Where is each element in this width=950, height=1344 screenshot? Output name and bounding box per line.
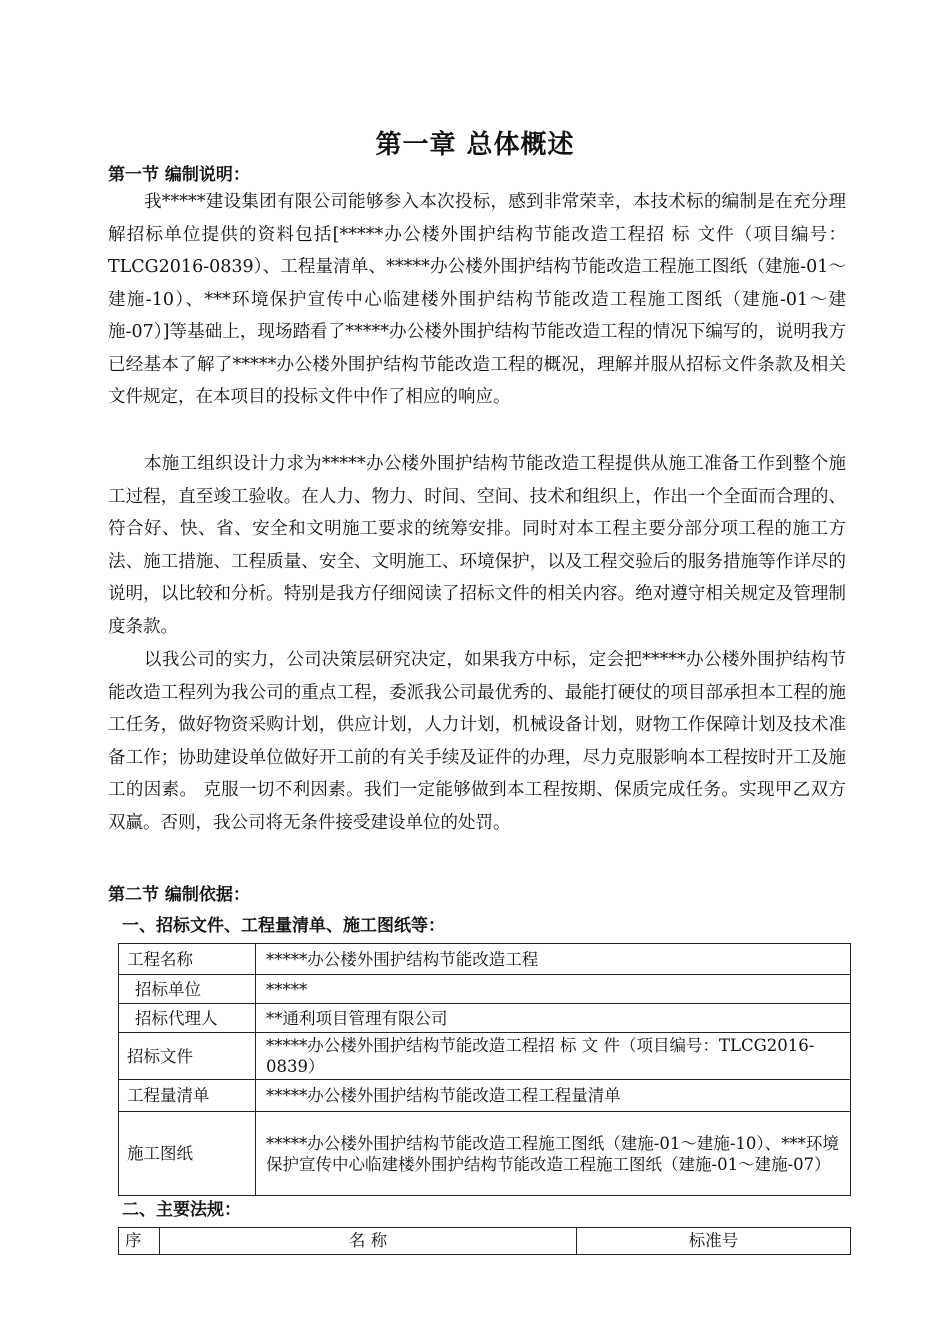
column-header-name: 名 称 xyxy=(160,1228,577,1255)
row-label: 招标文件 xyxy=(119,1033,256,1080)
table-row xyxy=(119,1004,851,1033)
row-label: 施工图纸 xyxy=(119,1112,256,1196)
sub2-heading: 二、主要法规： xyxy=(122,1200,241,1220)
section1-paragraph-1: 我*****建设集团有限公司能够参入本次投标，感到非常荣幸，本技术标的编制是在充分理解招标单位提供的资料包括[*****办公楼外围护结构节能改造工程招 标 文件（项目编号：TLCG2016-0839）、工程量清单、*****办公楼外围护结构节能改造工程施工图纸（建施-01～建施-10）、***环境保护宣传中心临建楼外围护结构节能改造工程施工图纸（建施-01～建施-07）]等基础上，现场踏看了*****办公楼外围护结构节能改造工程的情况下编写的，说明我方已经基本了解了*****办公楼外围护结构节能改造工程的概况，理解并服从招标文件条款及相关文件规定，在本项目的投标文件中作了相应的响应。 xyxy=(108,192,846,407)
section1-paragraph-3: 以我公司的实力，公司决策层研究决定，如果我方中标，定会把*****办公楼外围护结构节能改造工程列为我公司的重点工程，委派我公司最优秀的、最能打硬仗的项目部承担本工程的施工任务，做好物资采购计划，供应计划，人力计划，机械设备计划，财物工作保障计划及技术准备工作；协助建设单位做好开工前的有关手续及证件的办理，尽力克服影响本工程按时开工及施工的因素。 克服一切不利因素。我们一定能够做到本工程按期、保质完成任务。实现甲乙双方双赢。否则，我公司将无条件接受建设单位的处罚。 xyxy=(108,650,846,833)
section2-heading: 第二节 编制依据： xyxy=(108,885,250,905)
column-header-standard: 标准号 xyxy=(577,1228,851,1255)
row-value: *****办公楼外围护结构节能改造工程工程量清单 xyxy=(256,1080,851,1112)
row-value: **通利项目管理有限公司 xyxy=(256,1004,851,1033)
row-label: 招标代理人 xyxy=(119,1004,256,1033)
table-header-row xyxy=(119,1228,851,1255)
table-row xyxy=(119,1033,851,1080)
table-row xyxy=(119,975,851,1004)
row-value: *****办公楼外围护结构节能改造工程招 标 文 件（项目编号：TLCG2016-0839） xyxy=(256,1033,851,1080)
row-value: ***** xyxy=(256,975,851,1004)
row-value: *****办公楼外围护结构节能改造工程 xyxy=(256,944,851,975)
row-label: 工程量清单 xyxy=(119,1080,256,1112)
section1-paragraph-2: 本施工组织设计力求为*****办公楼外围护结构节能改造工程提供从施工准备工作到整个施工过程，直至竣工验收。在人力、物力、时间、空间、技术和组织上，作出一个全面而合理的、符合好、快、省、安全和文明施工要求的统筹安排。同时对本工程主要分部分项工程的施工方法、施工措施、工程质量、安全、文明施工、环境保护，以及工程交验后的服务措施等作详尽的说明，以比较和分析。特别是我方仔细阅读了招标文件的相关内容。绝对遵守相关规定及管理制度条款。 xyxy=(108,454,846,637)
table-row xyxy=(119,1080,851,1112)
table-row xyxy=(119,1112,851,1196)
column-header-index: 序 xyxy=(119,1228,160,1255)
regulations-table xyxy=(118,1227,851,1255)
table-row xyxy=(119,944,851,975)
sub1-heading: 一、招标文件、工程量清单、施工图纸等： xyxy=(122,916,445,936)
row-value: *****办公楼外围护结构节能改造工程施工图纸（建施-01～建施-10）、***环境保护宣传中心临建楼外围护结构节能改造工程施工图纸（建施-01～建施-07） xyxy=(256,1112,851,1196)
chapter-title: 第一章 总体概述 xyxy=(375,130,575,160)
section1-heading: 第一节 编制说明： xyxy=(108,165,250,185)
row-label: 招标单位 xyxy=(119,975,256,1004)
row-label: 工程名称 xyxy=(119,944,256,975)
bidding-info-table xyxy=(118,943,851,1196)
